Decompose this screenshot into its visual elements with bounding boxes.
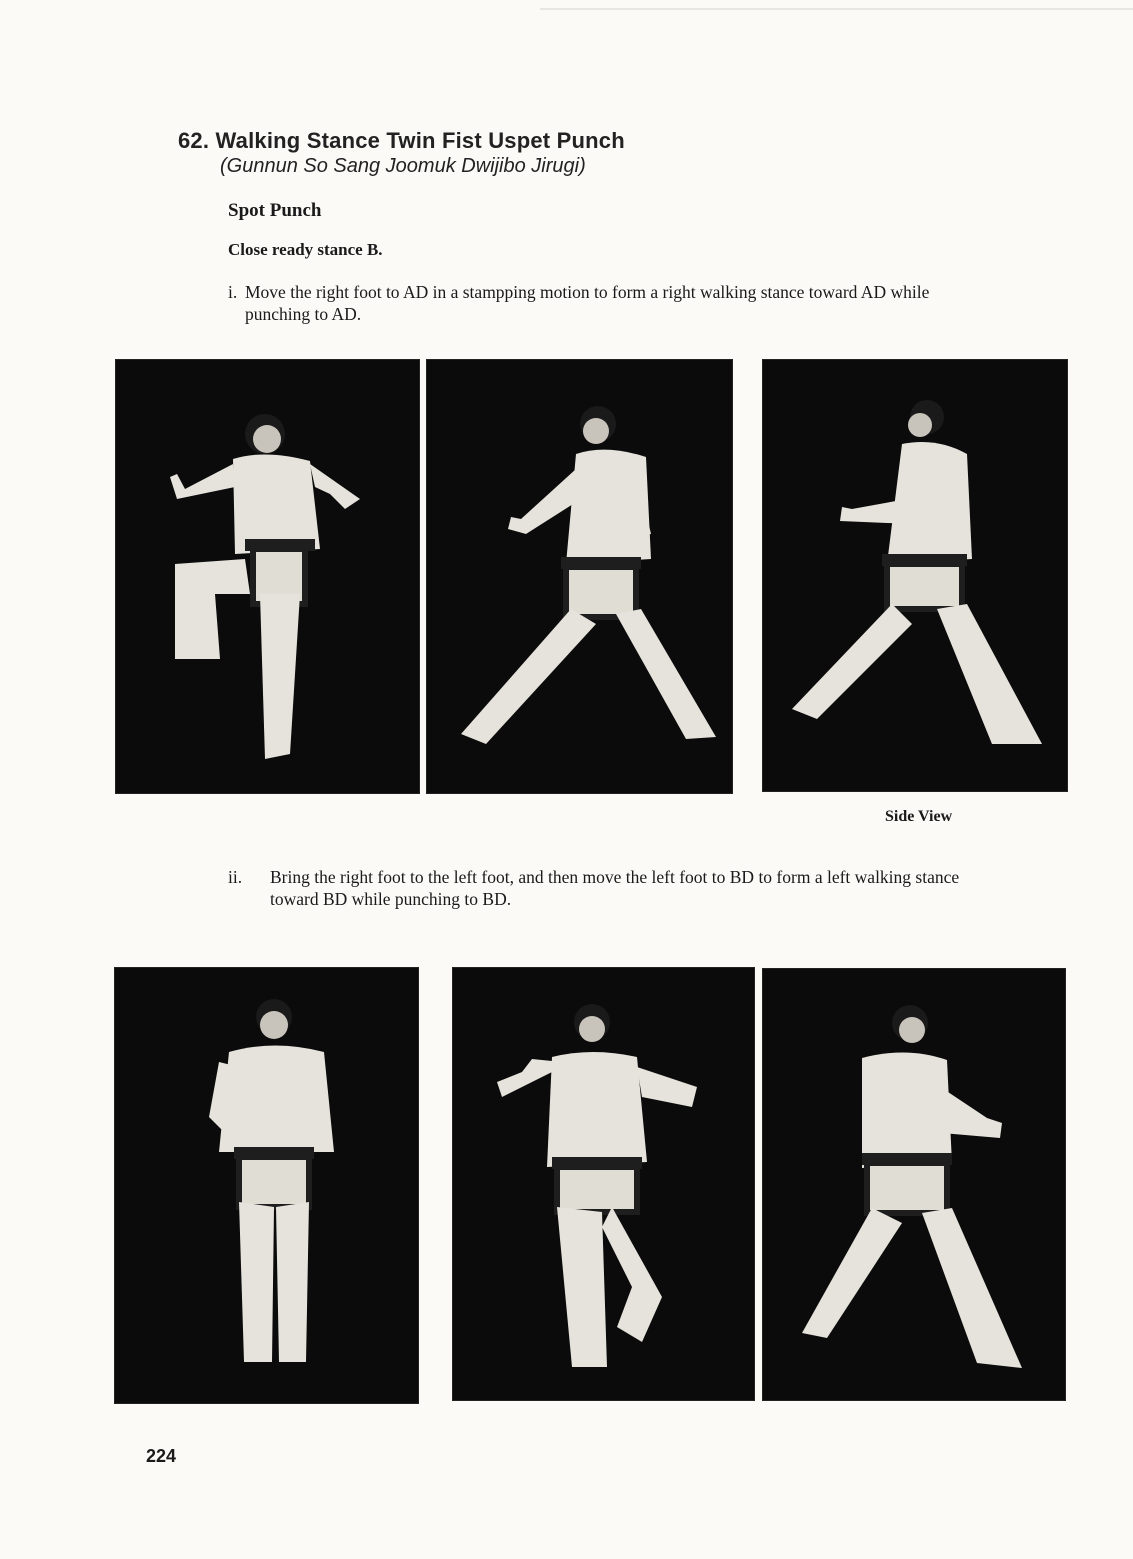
- photo-step2-chamber: [452, 967, 755, 1401]
- step-1: [228, 281, 968, 325]
- section-subtitle: (Gunnun So Sang Joomuk Dwijibo Jirugi): [220, 155, 586, 177]
- photo-step1-side: [762, 359, 1068, 792]
- section-heading: [178, 128, 625, 178]
- step-2-text: Bring the right foot to the left foot, and then move the left foot to BD to form a left walking stance toward BD while punching to BD.: [270, 867, 960, 909]
- photo-step1-chamber: [115, 359, 420, 794]
- figure-walking-stance-front: [426, 359, 733, 794]
- step-1-number: i.: [228, 282, 238, 302]
- section-title: 62. Walking Stance Twin Fist Uspet Punch: [178, 128, 625, 153]
- figure-left-walking-stance: [762, 968, 1066, 1401]
- figure-walking-stance-side: [762, 359, 1068, 792]
- step-1-text: Move the right foot to AD in a stampping motion to form a right walking stance toward AD while punching to AD.: [245, 282, 930, 324]
- photo-step1-front: [426, 359, 733, 794]
- step-2-number: ii.: [228, 867, 243, 887]
- spot-punch-label: Spot Punch: [228, 200, 322, 221]
- photo-step2-ready: [114, 967, 419, 1404]
- figure-step-across: [452, 967, 755, 1401]
- photo-step2-stance: [762, 968, 1066, 1401]
- ready-stance-label: Close ready stance B.: [228, 240, 383, 259]
- figure-close-ready-stance: [114, 967, 419, 1404]
- top-rule: [540, 8, 1133, 10]
- figure-chamber-knee-raised: [115, 359, 420, 794]
- page-number: 224: [146, 1446, 177, 1466]
- step-2: [228, 866, 968, 910]
- photo-caption-side-view: Side View: [885, 808, 953, 825]
